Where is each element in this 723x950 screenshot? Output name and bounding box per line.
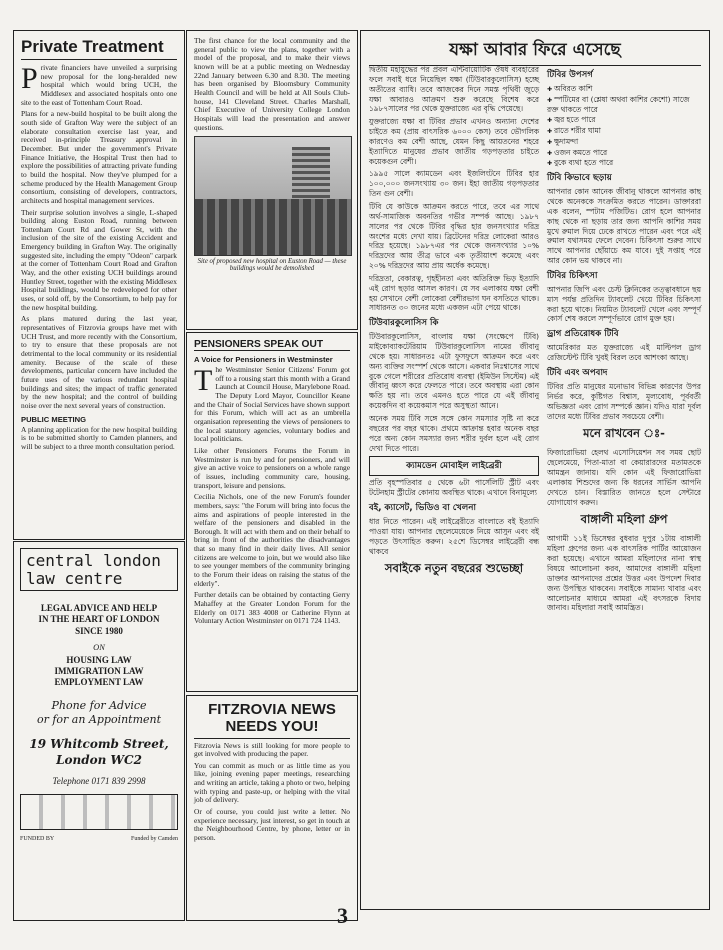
law-centre-advert [13,541,185,921]
law-centre-logo [20,548,178,591]
article-paragraph: Or of course, you could just write a letter. No experience necessary, just interest, so get in touch at the Neighbourhood Centre, by phone, letter or in person. [194,807,350,843]
bengali-t-block: ধার নিতে পারেন। এই লাইব্রেরীতে বাংলাতে বই ইত্যাদি পাওয়া যায়। আপনার ছেলেমেয়েকে নিয়ে আসুন এবং বই পড়তে উৎসাহিত করুন। ২৫শে ডিসেম্বর লাইব্রেরী বন্ধ থাকবে [369,517,539,556]
bengali-big-block: মনে রাখবেন ঃ- [583,426,665,441]
bengali-left-column [369,65,539,905]
bengali-t-block: যুক্তরাজ্যে যক্ষা বা টিবির প্রভাব এখনও অন্যান্য দেশের চাইতে কম (প্রায় বাৎসরিক ৬০০০ কেস) তবে ভৌগলিক কারণেও কম বেশী আছে, যেমন কিছু আয়তনের শহরে ইত্যাদিতে মানুষের প্রভাব জাতীয় গড়পড়তার চাইতে কয়েকগুন বেশী। [369,117,539,166]
bengali-box-block: ক্যামডেন মোবাইল লাইব্রেরী [369,456,539,476]
bengali-li-block: ✚ স্পটিমের বা (শ্লেষা অথবা কাশির কেশো) সাজে রক্ত থাকতে পারে [547,95,701,114]
bengali-section [360,30,710,910]
bengali-t-block: টিবির প্রতি মানুষের মনোভাব বিভিন্ন কারণের উপর নির্ভর করে, কুষ্টিগত বিশ্বাস, মূল্যবোধ, পূর্ববর্তী অভিজ্ঞতা এবং রোগ সম্পর্কে জ্ঞান। যদিও যারা দূর্বল তাদের মধ্যে টিবির প্রভাব সবচেয়ে বেশী। [547,382,701,421]
public-meeting-heading: PUBLIC MEETING [21,414,86,424]
article-paragraph: A planning application for the new hospital building is to be submitted shortly to Camden planners, and will be subject to a three month consultation period. [21,424,177,451]
bengali-li-block: ✚ জ্বর হতে পারে [547,115,701,125]
bengali-t-block: আপনার কোন আনেক জীবানু থাকলে আপনার কাছ থেকে অনেককে সংক্রমিত করতে পারেন। ডাক্তাররা এক বলেন, স্পটাম পজিটিভ। রোগ হলে আপনার কাছ থেকে না ছড়ায় তার জন্য আপনি কাশির সময় মুখে রুমাল দিয়ে ঢেকে রাখতে পারেন এবং পরে এই রুমাল যথাসময় ফেলে দেবেন। চিকিৎসা শুরুর সাথে সাথে আপনার ছোঁয়াচে কম যাবে। দুই সপ্তাহ পরে আর কোন ভয় থাকবে না। [547,187,701,266]
bengali-t-block: ১৯৯৫ সালে ক্যামডেন এবং ইজলিংটনে টিবির হার ১০০,০০০ জনসংখ্যায় ৩০ জন। ইহা জাতীয় গড়পড়তার তিন গুন বেশী। [369,169,539,199]
illustration-strip [20,794,178,830]
bengali-t-block: আপনার জিপি এবং চেস্ট ক্লিনিকের তত্ত্বাবধানে ছয় মাস পর্যন্ত প্রতিদিন ট্যাবলেট খেয়ে টিবির চিকিৎসা করা হয়ে থাকে। নিয়মিত ট্যাবলেট খেলে এবং সম্পূর্ণ কোর্স শেষ করলে সম্পূর্ণভাবে রোগ মুক্ত হয়। [547,284,701,324]
bengali-li-block: ✚ অবিরত কাশি [547,84,701,94]
ad-telephone: Telephone 0171 839 2998 [52,776,146,787]
drop-cap: P [21,62,38,95]
pensioners-article [186,332,358,692]
article-paragraph: he Westminster Senior Citizens' Forum got off to a rousing start this month with a Grand Launch at Council House, Marylebone Road. The Deputy Lord Mayor, Councillor Keane and the Chair of Social Services have shown support for this Forum, which will act as an umbrella organisation representing the views of pensioners to the local statutory agencies, voluntary bodies and local politicians. [194,365,350,444]
article-paragraph: You can commit as much or as little time as you like, joining evening paper meetings, researching and writing an article, taking a photo or two, helping with typing and paste-up, or helping with the vital job of delivery. [194,760,350,805]
ad-tagline: LEGAL ADVICE AND HELP IN THE HEART OF LONDON SINCE 1980 [38,603,160,636]
bengali-t-block: প্রতি বৃহস্পতিবার ৫ থেকে ৬টা পার্সেলিটি স্ট্রীট এবং টটেনহাম স্ট্রীটের কোনায় অবস্থিত থাকে। এখানে বিনামূল্যে [369,478,539,498]
bengali-li-block: ✚ রাতে শরীর ঘামা [547,126,701,136]
bengali-sh-block: বই, ক্যাসেট, ভিডিও বা খেলনা [369,503,476,514]
bengali-t-block: অনেক সময় টিবি সঙ্গে সঙ্গে কোন সমস্যার সৃষ্টি না করে বছরের পর বছর থাকে। প্রথমে আক্রান্ত হবার অনেক বছর পরে অন্য কোন সমস্যার জন্য শরীর দুর্বল হলে এই রোগ দেখা দিতে পারে। [369,414,539,453]
pensioners-subhead: A Voice for Pensioners in Westminster [194,355,333,364]
ad-address: 19 Whitcomb Street, London WC2 [29,737,169,767]
bengali-t-block: আগামী ১১ই ডিসেম্বর বুধবার দুপুর ১টায় বাঙ্গালী মহিলা গ্রুপের জন্য এক বাৎসরিক পার্টির আয়োজন করা হয়েছে। এখানে আমরা মহিলাদের নানা স্বাস্থ বিষয়ে আলোচনা করব, আমাদের বাঙ্গালী মহিলা ডাক্তার আপনাদের প্রশ্নের উত্তর এবং উপদেশ দিবার জন্য উপস্থিত থাকবেন। সবাইকে সামান্য খাবার এবং আলোচনার মাধ্যমে আমরা এই বৎসরকে বিদায় জানাব। মহিলারা সবাই আমন্ত্রিত। [547,534,701,613]
logo-line: law centre [26,568,123,588]
article-paragraph: Further details can be obtained by contacting Gerry Mahaffey at the Greater London Forum for the Elderly on 0171 383 4008 or Catherine Flynn at Voluntary Action Westminster on 0171 724 1143. [194,590,350,626]
private-treatment-headline: Private Treatment [21,37,177,60]
bengali-t-block: টিবি যে কাউকে আক্রমন করতে পারে, তবে এর সাথে অর্থ-সামাজিক অবনতির গভীর সম্পর্ক আছে। ১৯৮৭ সালের পর থেকে টিবির বৃদ্ধির হার জনসংখ্যার দরিদ্র অংশের মধ্যে দেখা যায়। ব্রিটেনের দরিদ্র লোকেরা আরও দরিদ্র হয়েছে। ১৯৮৭এর পর থেকে জনসংখ্যার ১০% দরিদ্রদের আয় তীব্র ভাবে এক তৃতীয়াংশ কমেছে এবং ২০% দরিদ্রদের আয় প্রায় অর্ধেক কমেছে। [369,201,539,271]
bengali-li-block: ✚ বুকে ব্যথা হতে পারে [547,158,701,168]
bengali-headline: যক্ষা আবার ফিরে এসেছে [369,37,701,66]
bengali-sh-block: টিউবারকুলোসিস কি [369,318,439,329]
bengali-t-block: টিউবারকুলোসিস, বাংলায় যক্ষা (সংক্ষেপে টিবি) মাইকোব্যাকটেরিয়াম টিউবারকুলোসিস নামের জীবানু থেকে হয়। সাধারনতঃ এটা ফুসফুসে আক্রমন করে এবং অন্য ব্যক্তির সংস্পর্শ থেকে আসে। একবার নিঃশ্বাসের সাথে বুকে গেলে শরীরের প্রতিরোধ ব্যবস্থা (ইমিউন সিস্টেম) এই জীবানু ধ্বংস করে ফেলতে পারে। তবে অবস্থায় এরা কোন ক্ষতি হয় না। তবে এমনও হতে পারে যে এই জীবানু কয়েকদিন বা কয়েকমাস পরে অসুস্থতা আনে। [369,332,539,411]
bengali-li-block: ✚ ওজন কমতে পারে [547,148,701,158]
bengali-big-block: বাঙ্গালী মহিলা গ্রুপ [580,512,668,527]
ad-phone-advice: Phone for Advice or for an Appointment [36,698,162,726]
article-paragraph: Fitzrovia News is still looking for more people to get involved with producing the paper. [194,740,350,759]
fitzrovia-headline: FITZROVIA NEWS NEEDS YOU! [194,701,350,739]
fitzrovia-news-article [186,695,358,921]
article-paragraph: Plans for a new-build hospital to be built along the south side of Grafton Way were the subject of an elaborate consultation exercise last year, and received in-principle Treasury approval in December. But under the government's Private Finance Initiative, the Hospital Trust then had to explore the possibilities of attracting private funding to build the hospital. Now they've plumped for a scheme produced by the Health Management Group consortium, consisting of developers, contractors, architects and hospital management services. [21,109,177,205]
bengali-big-block: সবাইকে নতুন বছরের শুভেচ্ছা [384,561,524,576]
ad-funders: FUNDED BY Funded by Camden [20,836,178,843]
bengali-right-column [547,65,701,905]
bengali-t-block: আমেরিকার মত যুক্তরাজ্যে এই মাল্টিপল ড্রাগ রেজিস্টেন্ট টিবি খুবই বিরল তবে আশংকা আছে। [547,343,701,363]
drop-cap: T [194,364,213,397]
private-treatment-continued [186,30,358,330]
bengali-sh-block: টিবির উপসর্গ [547,70,593,80]
logo-line: central london [26,551,161,570]
street-buildings [195,199,351,255]
article-paragraph: The first chance for the local community and the general public to view the plans, together with a model of the proposal, and to make their views known will be at a public meeting on Wednesday 22nd January between 6.30 and 8.30. The meeting has been organised by Bloomsbury Community Health Council and will be held at All Souls Club-house, 141 Cleveland Street. Charles Marshall, Chief Executive of University College London Hospitals will lead the presentation and answer questions. [194,36,350,132]
bengali-sh-block: টিবি কিভাবে ছড়ায় [547,173,612,184]
ad-on: ON [93,642,105,652]
bengali-t-block: দ্বিতীয় মহাযুদ্ধের পর প্রবল এন্টিবায়োটিক ঔষধ ব্যবহারের ফলে সবাই ধরে নিয়েছিল যক্ষা (টিউবারকুলোসিস) হচ্ছে অতীতের ব্যাধি। তবে আজকের দিনে সমস্ত পৃথিবী জুড়ে যক্ষা আবারও আক্রমণ শুরু করেছে বিশেষ করে ১৯৮৭সালের পর থেকে যুক্তরাজ্যে এর বৃদ্ধি পেয়েছে। [369,65,539,114]
article-paragraph: Cecilia Nichols, one of the new Forum's founder members, says: "the Forum will bring into focus the aims and aspirations of people interested in the welfare of the pensioners and disabled in the Borough. It will act with them and on their behalf to bring in front of the authorities the disadvantages that so many find in their daily lives. All senior citizens are welcome to join, but we would also like to see younger members of the community bringing to the Forum their ideas on raising the status of the elderly". [194,492,350,588]
bengali-li-block: ✚ ক্ষুদামন্দা [547,137,701,147]
page-number: 3 [337,903,348,928]
bengali-sh-block: টিবির চিকিৎসা [547,270,598,281]
pensioners-headline: PENSIONERS SPEAK OUT [194,339,350,351]
article-paragraph: Like other Pensioners Forums the Forum in Westminster is run by and for pensioners, and will give an active voice to pensioners on a whole range of issues, including community care, housing, transport, leisure and pensions. [194,445,350,490]
bengali-sh-block: টিবি এবং অপবাদ [547,368,608,379]
article-paragraph: As plans matured during the last year, representatives of Fitzrovia groups have met with UCH Trust, and more recently with the Consortium, to try to ensure that these proposals are not detrimental to the local community or its residential amenity. Because of the scale of these developments, particular concern have included the future uses of the various redundant hospital buildings and sites; the impact of traffic generated by the new hospital; and the control of building noise over the next several years of construction. [21,314,177,410]
bengali-t-block: ফিজারোভিয়া হেলথ এসোসিয়েশন সব সময় ছোট ছেলেমেয়ে, পিতা-মাতা বা কেয়ারারদের মতামতকে আমন্ত্রন জানায়। যদি কোন এই ফিজারোভিয়া এলাকায় শিশুদের জন্য কি ধরনের সার্ভিস আপনি দেখতে চান। বিস্তারিত জানতে হলে সেন্টারে যোগাযোগ করুন। [547,448,701,507]
article-paragraph: rivate financiers have unveiled a surprising new proposal for the long-heralded new hospital which would bring UCH, the Middlesex and associated hospitals onto one site to the east of Tottenham Court Road. [21,63,177,107]
ad-topics: HOUSING LAW IMMIGRATION LAW EMPLOYMENT LAW [54,654,144,688]
article-paragraph: Their surprise solution involves a single, L-shaped building along Euston Road, running between Tottenham Court Rd and Gower St, with the inclusion of the site of the existing Accident and Emergency building in Grafton Way. The originally suggested site, including the empty "Odeon" carpark at the corner of Tottenham Court Road and Grafton Way, and the other existing UCH buildings around Huntley Street, together with the existing Middlesex Hospital buildings, would be redeveloped for other uses, or sold off, by the Consortium, to help pay for the new hospital building. [21,207,177,312]
bengali-sh-block: ড্রাগ প্রতিরোধক টিবি [547,329,619,340]
hospital-site-photo [194,136,352,256]
private-treatment-article [13,30,185,540]
bengali-t-block: দরিদ্রতা, বেকারত্ব, গৃহহীনতা এবং অতিরিক্ত ভিড় ইত্যাদি এই রোগ ছড়ার আসল কারণ। যে সব এলাকায় যক্ষা বেশী হয় সেখানে বেশী লোকেরা বেশীরভাগ ঘন বসতিতে থাকে। সাধারনত ৩০ জনের মধ্যে একজন এটা পেয়ে থাকে। [369,273,539,313]
photo-caption: Site of proposed new hospital on Euston Road — these buildings would be demolished [197,258,347,273]
